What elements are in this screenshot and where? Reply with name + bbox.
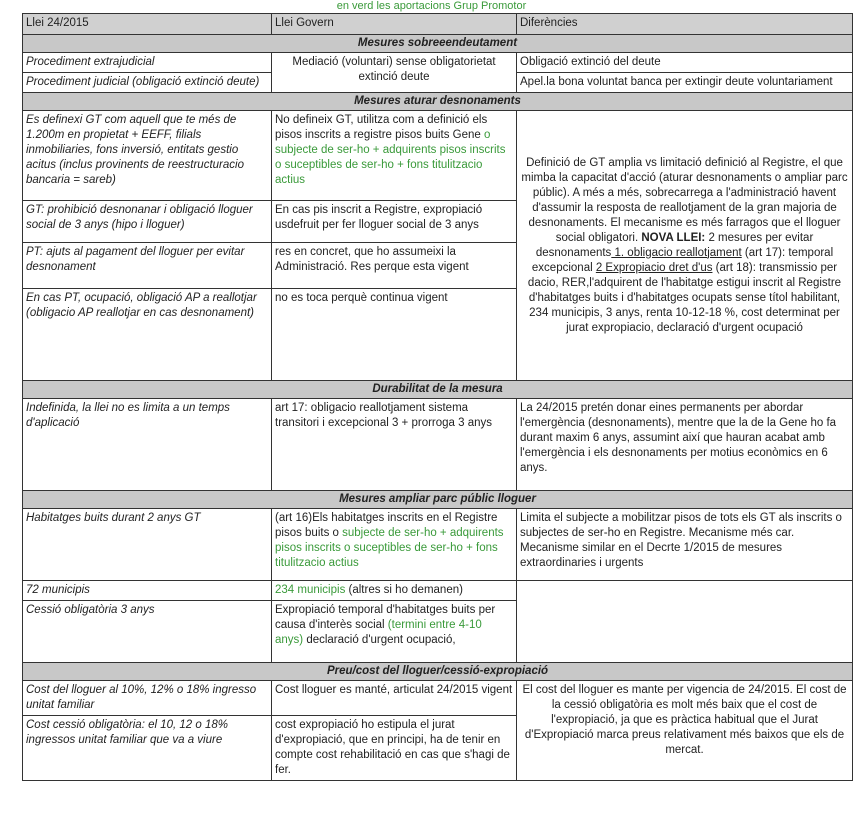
section-sobreendeutament: Mesures sobreeendeutament [23, 35, 853, 53]
cell-r4-a1: Habitatges buits durant 2 anys GT [23, 509, 272, 581]
cell-r2-b2: En cas pis inscrit a Registre, expropiació usdefruit per fer lloguer social de 3 anys [272, 201, 517, 243]
cell-r2-b3: res en concret, que ho assumeixi la Administració. Res perque esta vigent [272, 243, 517, 289]
cell-r5-a1: Cost del lloguer al 10%, 12% o 18% ingresso unitat familiar [23, 681, 272, 716]
section-durabilitat: Durabilitat de la mesura [23, 381, 853, 399]
cell-r1-c2: Apel.la bona voluntat banca per extingir deute voluntariament [517, 73, 853, 93]
text-r2-c-p4: (art 18): transmissio per dacio, RER,l'adquirent de l'habitatge estigui inscrit al Registre d'habitatges buits i d'habitatges ocupats sense títol habilitant, 234 municipis, 3 anys, renta 10-12-18 %, cost determinat per jurat expropiacio, declaració d'urgent ocupació [527, 261, 842, 334]
text-r2-c-p3: (art 17): temporal excepcional [531, 246, 834, 274]
section-ampliar-parc: Mesures ampliar parc públic lloguer [23, 491, 853, 509]
cell-r5-c: El cost del lloguer es mante per vigencia de 24/2015. El cost de la cessió obligatòria es molt més baix que el cost de l'expropiació, ja que es pràctica habitual que el Jurat d'Expropiació marca preus relativament més baixos que els de mercat. [517, 681, 853, 781]
cell-r2-b1 [272, 111, 517, 201]
cell-r2-a3: PT: ajuts al pagament del lloguer per evitar desnonament [23, 243, 272, 289]
comparison-table [22, 13, 853, 781]
cell-r1-a1: Procediment extrajudicial [23, 53, 272, 73]
section-aturar-desnonaments: Mesures aturar desnonaments [23, 93, 853, 111]
text-r2-c-u1: 1. obligacio reallotjament [611, 246, 742, 259]
green-text-r4-b2: 234 municipis [275, 584, 346, 596]
cell-r1-b: Mediació (voluntari) sense obligatorietat extinció deute [272, 53, 517, 93]
text-r4-b2: (altres si ho demanen) [345, 584, 463, 596]
text-r2-b1: No defineix GT, utilitza com a definició els pisos inscrits a registre pisos buits Gene [275, 114, 488, 141]
header-llei-govern: Llei Govern [272, 14, 517, 35]
text-r4-b3: Expropiació temporal d'habitatges buits per causa d'interès social [275, 604, 496, 631]
cell-r1-c1: Obligació extinció del deute [517, 53, 853, 73]
text-r2-c-p1: Definició de GT amplia vs limitació definició al Registre, el que mimba la capacitat d'acció (aturar desnonaments o ampliar parc públic). A més a més, sobrecarrega a l'administració havent d'assumir la resposta de reallotjament de la gran majoria de desnonaments. El mecanisme es més farragos que el lloguer social obligatori. [521, 156, 848, 244]
cell-r2-b4: no es toca perquè continua vigent [272, 289, 517, 381]
section-preu-cost: Preu/cost del lloguer/cessió-expropiació [23, 663, 853, 681]
cell-r4-c1: Limita el subjecte a mobilitzar pisos de tots els GT als inscrits o subjectes de ser-ho en Registre. Mecanisme més car. Mecanisme similar en el Decrte 1/2015 de mesures extraordinaries i urgents [517, 509, 853, 581]
cell-r4-b1 [272, 509, 517, 581]
cell-r2-a4: En cas PT, ocupació, obligació AP a reallotjar (obligacio AP reallotjar en cas desnonament) [23, 289, 272, 381]
cell-r3-b: art 17: obligacio reallotjament sistema transitori i excepcional 3 + prorroga 3 anys [272, 399, 517, 491]
cell-r3-c: La 24/2015 pretén donar eines permanents per abordar l'emergència (desnonaments), mentre que la de la Gene ho fa durant maxim 6 anys, assumint així que hauran acabat amb l'emergència i els desnonaments per motius econòmics en 6 anys. [517, 399, 853, 491]
cell-r4-c2 [517, 581, 853, 663]
text-r2-c-u2: 2 Expropiacio dret d'us [595, 261, 713, 274]
green-text-r4-b1: subjecte de ser-ho + adquirents pisos inscrits o suceptibles de ser-ho + fons titulitzacio actius [275, 527, 504, 569]
cell-r5-b2: cost expropiació ho estipula el jurat d'expropiació, que en principi, ha de tenir en compte cost rehabilitació en cas que s'hagi de fer. [272, 716, 517, 781]
cell-r2-a2: GT: prohibició desnonanar i obligació lloguer social de 3 anys (hipo i lloguer) [23, 201, 272, 243]
cell-r4-b3 [272, 601, 517, 663]
header-row [23, 14, 853, 35]
text-r2-c-p2: 2 mesures per evitar desnonaments [535, 231, 814, 259]
green-text-r2-b1: o subjecte de ser-ho + adquirents pisos inscrits o suceptibles de ser-ho + fons titulitzacio actius [275, 129, 506, 186]
cell-r4-a2: 72 municipis [23, 581, 272, 601]
cell-r3-a: Indefinida, la llei no es limita a un temps d'aplicació [23, 399, 272, 491]
cell-r5-b1: Cost lloguer es manté, articulat 24/2015 vigent [272, 681, 517, 716]
cell-r2-c [517, 111, 853, 381]
text-r2-c-nova: NOVA LLEI: [641, 231, 706, 244]
cell-r5-a2: Cost cessió obligatòria: el 10, 12 o 18% ingressos unitat familiar que va a viure [23, 716, 272, 781]
green-legend-note: en verd les aportacions Grup Promotor [336, 0, 527, 12]
header-llei-24-2015: Llei 24/2015 [23, 14, 272, 35]
cell-r4-b2 [272, 581, 517, 601]
text-r4-b1: (art 16)Els habitatges inscrits en el Registre pisos buits o [275, 512, 498, 539]
cell-r4-a3: Cessió obligatòria 3 anys [23, 601, 272, 663]
header-diferencies: Diferències [517, 14, 853, 35]
cell-r1-a2: Procediment judicial (obligació extinció deute) [23, 73, 272, 93]
text-r4-b3b: declaració d'urgent ocupació, [303, 634, 456, 646]
green-text-r4-b3: (termini entre 4-10 anys) [275, 619, 482, 646]
cell-r2-a1: Es definexi GT com aquell que te més de 1.200m en propietat + EEFF, filials inmobiliaries, fons inversió, entitats gestio acitus (inclus provinents de reestructuracio bancaria = sareb) [23, 111, 272, 201]
